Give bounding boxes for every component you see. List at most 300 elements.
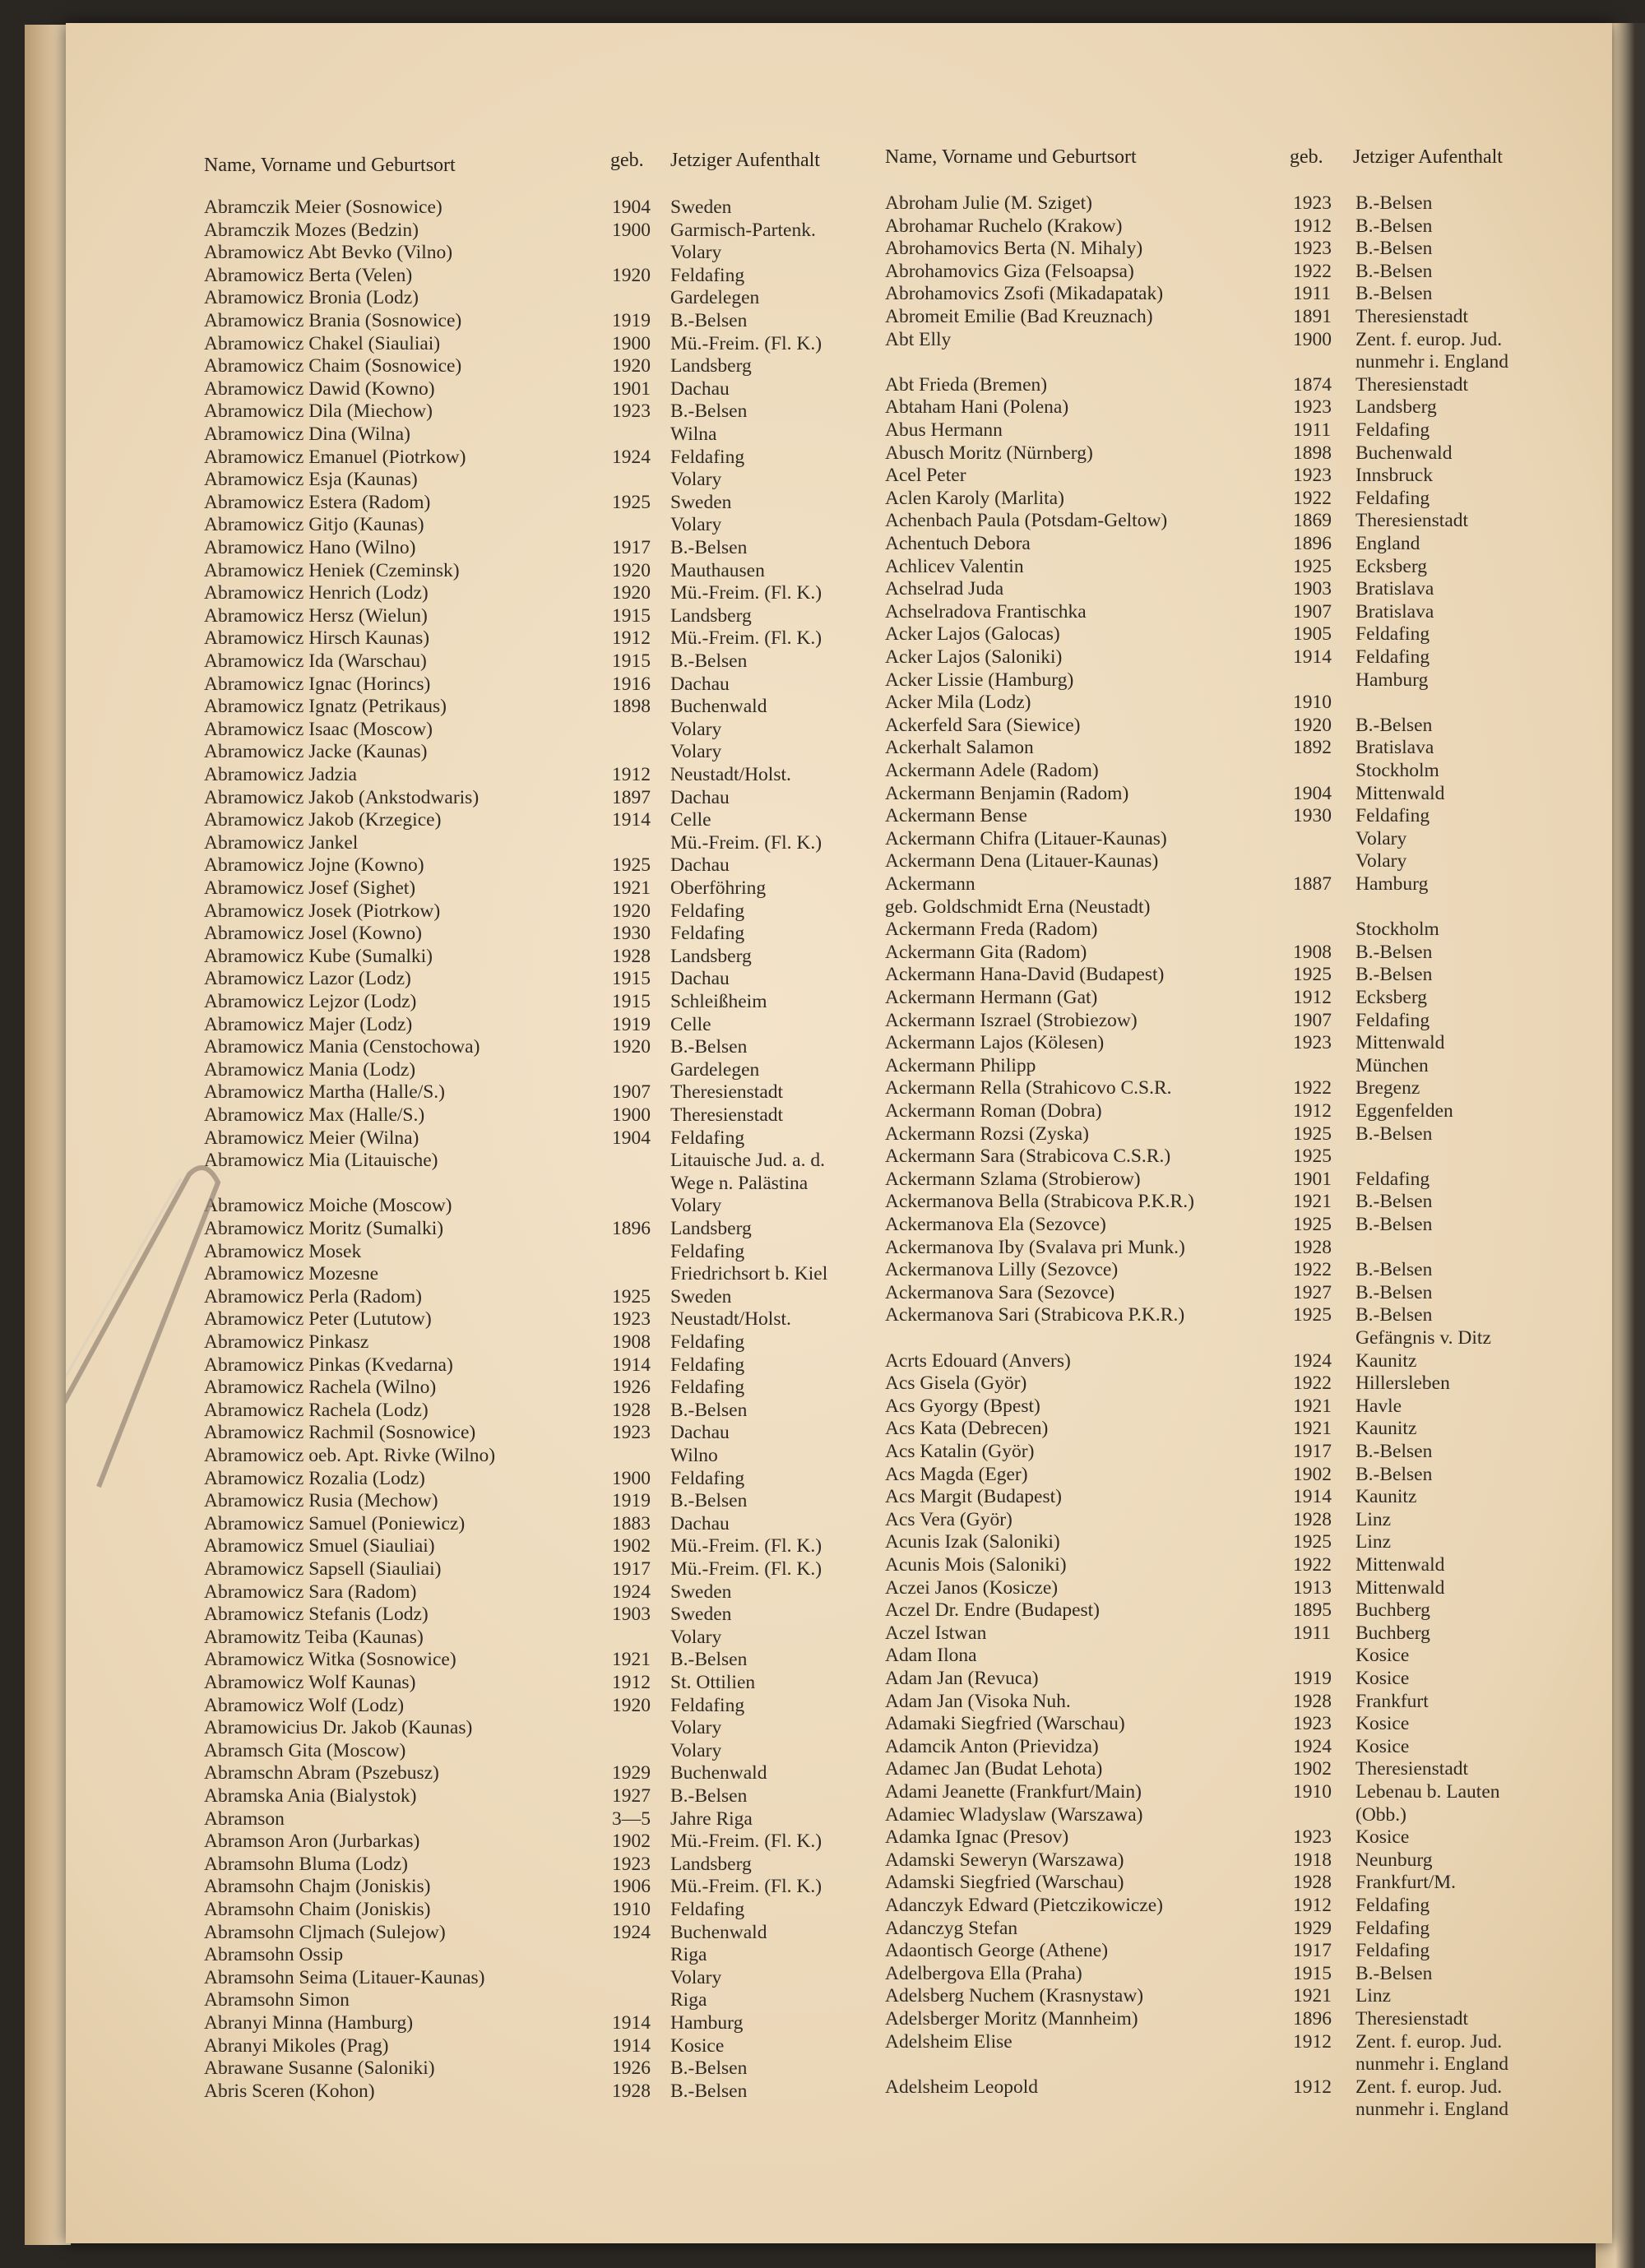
entry-year: 1923	[1293, 192, 1332, 214]
entry-year: 1911	[1293, 419, 1332, 441]
entry-year: 1921	[612, 877, 651, 899]
entry-place: Sweden	[670, 1604, 732, 1626]
entry-name: Abramowicz Dawid (Kowno)	[204, 377, 435, 400]
entry-name: Abramsohn Chajm (Joniskis)	[204, 1876, 431, 1898]
entry-name: geb. Goldschmidt Erna (Neustadt)	[885, 896, 1151, 918]
entry-name: Acker Lissie (Hamburg)	[885, 669, 1074, 691]
entry-year: 1923	[612, 1853, 651, 1875]
entry-name: Abramson Aron (Jurbarkas)	[204, 1831, 420, 1853]
entry-place: B.-Belsen	[1355, 283, 1433, 305]
entry-place: B.-Belsen	[670, 1649, 748, 1671]
entry-place: B.-Belsen	[1355, 941, 1433, 963]
entry-name: Ackermann Szlama (Strobierow)	[885, 1168, 1141, 1190]
entry-name: Ackermanova Bella (Strabicova P.K.R.)	[885, 1191, 1194, 1213]
entry-place: Ecksberg	[1355, 555, 1428, 577]
entry-year: 1904	[1293, 782, 1332, 804]
entry-place: Feldafing	[670, 1354, 745, 1376]
entry-year: 1923	[612, 1308, 651, 1331]
entry-year: 1903	[612, 1604, 651, 1626]
entry-name: Abramowicz Josel (Kowno)	[204, 923, 422, 945]
entry-place: Landsberg	[1355, 396, 1437, 419]
entry-name: Ackermanova Sara (Sezovce)	[885, 1281, 1115, 1303]
entry-year: 1914	[1293, 646, 1332, 668]
entry-place: Buchenwald	[670, 696, 767, 718]
entry-place: Feldafing	[670, 264, 745, 286]
entry-name: Abramowicz Josef (Sighet)	[204, 877, 416, 899]
entry-place: Mü.-Freim. (Fl. K.)	[670, 1558, 822, 1580]
entry-place: Feldafing	[1355, 623, 1430, 646]
entry-name: Abt Frieda (Bremen)	[885, 373, 1048, 396]
entry-place: Garmisch-Partenk.	[670, 219, 816, 241]
entry-place: Feldafing	[1355, 487, 1430, 509]
entry-name: Ackermann Hana-David (Budapest)	[885, 964, 1165, 986]
entry-place: Landsberg	[670, 1853, 752, 1875]
entry-year: 1913	[1293, 1576, 1332, 1599]
entry-name: Abramowicz oeb. Apt. Rivke (Wilno)	[204, 1445, 496, 1466]
entry-name: Abramowicz Smuel (Siauliai)	[204, 1535, 435, 1558]
entry-name: Abramowitz Teiba (Kaunas)	[204, 1626, 424, 1648]
entry-name: Acunis Mois (Saloniki)	[885, 1554, 1067, 1576]
entry-name: Acker Mila (Lodz)	[885, 692, 1031, 714]
entry-year: 1925	[612, 854, 651, 877]
entry-year: 1912	[1293, 987, 1332, 1008]
entry-place: Hamburg	[1355, 669, 1429, 691]
entry-year: 1928	[1293, 1872, 1332, 1894]
entry-name: Adamka Ignac (Presov)	[885, 1826, 1069, 1849]
entry-name: Ackermanova Iby (Svalava pri Munk.)	[885, 1236, 1185, 1258]
entry-year: 1896	[1293, 2008, 1332, 2030]
entry-year: 1924	[612, 446, 651, 468]
entry-place: Feldafing	[1355, 805, 1430, 827]
entry-year: 1911	[1293, 1622, 1332, 1644]
entry-place: B.-Belsen	[1355, 1304, 1433, 1326]
right-header-place: Jetziger Aufenthalt	[1353, 146, 1503, 168]
entry-name: Abramowicz Jakob (Ankstodwaris)	[204, 786, 480, 808]
entry-year: 1898	[612, 696, 651, 718]
entry-year: 1908	[1293, 941, 1332, 963]
entry-name: Abrohamovics Giza (Felsoapsa)	[885, 260, 1134, 282]
entry-name: Adamiec Wladyslaw (Warszawa)	[885, 1803, 1143, 1826]
entry-place: Dachau	[670, 673, 730, 695]
entry-place: Feldafing	[670, 1467, 745, 1489]
entry-name: Ackermanova Sari (Strabicova P.K.R.)	[885, 1304, 1185, 1326]
entry-place: Bregenz	[1355, 1077, 1420, 1099]
entry-place: Theresienstadt	[670, 1104, 784, 1126]
entry-name: Acker Lajos (Saloniki)	[885, 646, 1063, 668]
entry-place: Bratislava	[1355, 578, 1434, 600]
entry-year: 1902	[1293, 1463, 1332, 1485]
entry-year: 1925	[1293, 964, 1332, 986]
entry-name: Acs Magda (Eger)	[885, 1463, 1028, 1485]
entry-name: Abramowicz Moiche (Moscow)	[204, 1195, 452, 1217]
entry-place: Oberföhring	[670, 877, 767, 899]
entry-name: Abramowicz Max (Halle/S.)	[204, 1104, 425, 1126]
entry-place: Buchenwald	[670, 1762, 767, 1784]
entry-name: Abramowicz Mania (Censtochowa)	[204, 1036, 480, 1058]
entry-place: Dachau	[670, 854, 730, 877]
entry-year: 1915	[612, 991, 651, 1012]
entry-year: 1920	[612, 264, 651, 286]
entry-year: 1921	[1293, 1395, 1332, 1417]
entry-name: Abramowicz Josek (Piotrkow)	[204, 900, 441, 922]
entry-year: 1903	[1293, 578, 1332, 600]
entry-year: 1915	[612, 968, 651, 990]
entry-year: 1924	[1293, 1735, 1332, 1757]
entry-place: B.-Belsen	[1355, 1122, 1433, 1145]
entry-place: Hamburg	[670, 2012, 744, 2034]
entry-year: 1927	[612, 1785, 651, 1807]
entry-place: B.-Belsen	[1355, 1259, 1433, 1281]
entry-place: Volary	[670, 514, 722, 536]
entry-place: Buchenwald	[1355, 442, 1453, 464]
entry-name: Acs Vera (Györ)	[885, 1508, 1012, 1530]
entry-year: 1925	[1293, 555, 1332, 577]
entry-place: England	[1355, 533, 1420, 554]
entry-year: 1923	[1293, 238, 1332, 260]
entry-name: Abus Hermann	[885, 419, 1003, 441]
entry-name: Abramczik Mozes (Bedzin)	[204, 219, 419, 241]
entry-year: 1901	[612, 377, 651, 400]
entry-name: Abramsohn Ossip	[204, 1944, 344, 1966]
entry-place: Mauthausen	[670, 559, 765, 581]
entry-name: Abramowicz Sara (Radom)	[204, 1581, 417, 1603]
left-header-name: Name, Vorname und Geburtsort	[204, 155, 456, 176]
entry-name: Abramowicz Jankel	[204, 831, 359, 854]
entry-name: Abramowicz Estera (Radom)	[204, 491, 431, 513]
entry-year: 1869	[1293, 510, 1332, 532]
entry-name: Abramowicz Brania (Sosnowice)	[204, 310, 462, 331]
entry-place: B.-Belsen	[1355, 1441, 1433, 1462]
entry-year: 1919	[612, 1490, 651, 1512]
entry-name: Abramowicz Rachela (Lodz)	[204, 1399, 429, 1421]
entry-year: 1912	[1293, 2076, 1332, 2098]
entry-place: Kaunitz	[1355, 1486, 1417, 1508]
entry-place: Mittenwald	[1355, 782, 1445, 804]
entry-name: Adamski Seweryn (Warszawa)	[885, 1849, 1124, 1871]
entry-year: 1921	[1293, 1418, 1332, 1440]
entry-year: 1925	[1293, 1146, 1332, 1168]
entry-year: 1911	[1293, 283, 1332, 305]
entry-name: Achlicev Valentin	[885, 555, 1024, 577]
page-edge-left	[25, 25, 71, 2245]
entry-place: Sweden	[670, 1581, 732, 1603]
entry-name: Abramowicz Kube (Sumalki)	[204, 945, 433, 967]
entry-name: Abramowicz Mosek	[204, 1240, 362, 1262]
entry-name: Ackermann Chifra (Litauer-Kaunas)	[885, 827, 1167, 849]
entry-place: B.-Belsen	[1355, 260, 1433, 282]
entry-place: B.-Belsen	[670, 1036, 748, 1058]
entry-place: Volary	[1355, 850, 1407, 872]
entry-name: Ackermann Roman (Dobra)	[885, 1100, 1102, 1122]
entry-name: Adelsberg Nuchem (Krasnystaw)	[885, 1985, 1144, 2007]
entry-name: Abramowicz Perla (Radom)	[204, 1285, 422, 1308]
entry-place: Kosice	[1355, 1735, 1410, 1757]
entry-year: 1920	[612, 582, 651, 604]
entry-place: Feldafing	[1355, 1940, 1430, 1962]
entry-place: Theresienstadt	[670, 1081, 784, 1104]
entry-name: Abramowicz Pinkasz	[204, 1331, 369, 1353]
entry-place: B.-Belsen	[1355, 1281, 1433, 1303]
entry-year: 1915	[612, 604, 651, 627]
entry-name: Abramowicz Moritz (Sumalki)	[204, 1218, 444, 1239]
entry-place: Theresienstadt	[1355, 510, 1469, 532]
entry-place: B.-Belsen	[670, 400, 748, 423]
entry-name: Acs Kata (Debrecen)	[885, 1418, 1049, 1440]
entry-place: Buchberg	[1355, 1599, 1430, 1622]
entry-name: Abramsch Gita (Moscow)	[204, 1739, 406, 1761]
entry-place: Feldafing	[1355, 646, 1430, 668]
entry-name: Abramowicz Stefanis (Lodz)	[204, 1604, 429, 1626]
entry-year: 1928	[1293, 1690, 1332, 1712]
entry-year: 1925	[1293, 1214, 1332, 1235]
entry-name: Abramowicz Dina (Wilna)	[204, 424, 410, 445]
entry-year: 1928	[612, 2080, 651, 2102]
entry-year: 1926	[612, 2057, 651, 2080]
entry-place: B.-Belsen	[1355, 1962, 1433, 1984]
entry-place: B.-Belsen	[670, 2057, 748, 2080]
entry-year: 1914	[612, 2034, 651, 2057]
entry-year: 1912	[1293, 1100, 1332, 1122]
entry-place: B.-Belsen	[670, 650, 748, 672]
entry-place: Feldafing	[1355, 1917, 1430, 1939]
entry-name: Abramowicz Meier (Wilna)	[204, 1127, 419, 1149]
entry-name: Adam Jan (Visoka Nuh.	[885, 1690, 1071, 1712]
entry-place: Mü.-Freim. (Fl. K.)	[670, 831, 822, 854]
entry-place: Zent. f. europ. Jud.	[1355, 2076, 1503, 2098]
entry-place: Feldafing	[670, 1240, 745, 1262]
entry-year: 1902	[612, 1831, 651, 1853]
entry-place: Mü.-Freim. (Fl. K.)	[670, 1876, 822, 1898]
entry-place: Stockholm	[1355, 919, 1439, 941]
entry-place: Zent. f. europ. Jud.	[1355, 2030, 1503, 2053]
entry-place: Schleißheim	[670, 991, 767, 1012]
entry-place: Volary	[670, 741, 722, 763]
entry-year: 1904	[612, 197, 651, 218]
entry-place: Theresienstadt	[1355, 373, 1469, 396]
entry-name: Abramowicz Wolf (Lodz)	[204, 1694, 405, 1716]
entry-year: 1924	[612, 1921, 651, 1943]
entry-year: 1900	[612, 219, 651, 241]
entry-place: B.-Belsen	[670, 310, 748, 331]
entry-year: 1927	[1293, 1281, 1332, 1303]
entry-name: Adelsheim Leopold	[885, 2076, 1039, 2098]
entry-place: Neustadt/Holst.	[670, 1308, 791, 1331]
entry-name: Abramowicz Hirsch Kaunas)	[204, 627, 430, 650]
entry-place: Feldafing	[1355, 1168, 1430, 1190]
entry-name: Ackermann Rella (Strahicovo C.S.R.	[885, 1077, 1172, 1099]
entry-place: Kosice	[1355, 1826, 1410, 1849]
entry-place: Celle	[670, 1013, 711, 1035]
entry-year: 1919	[612, 310, 651, 331]
entry-place: Volary	[670, 1966, 722, 1988]
entry-year: 1930	[1293, 805, 1332, 827]
entry-place: Volary	[670, 242, 722, 264]
entry-name: Ackermann Gita (Radom)	[885, 941, 1087, 963]
left-header-year: geb.	[610, 150, 644, 171]
entry-place: Bratislava	[1355, 737, 1434, 759]
entry-name: Abramowicz Heniek (Czeminsk)	[204, 559, 460, 581]
entry-name: Abramowicz Lejzor (Lodz)	[204, 991, 417, 1012]
entry-name: Abramson	[204, 1807, 285, 1830]
entry-name: Ackermann	[885, 873, 975, 895]
entry-place: Feldafing	[670, 923, 745, 945]
entry-year: 1898	[1293, 442, 1332, 464]
entry-name: Abramowicz Ignatz (Petrikaus)	[204, 696, 447, 718]
entry-year: 1923	[1293, 465, 1332, 487]
entry-name: Abrohamar Ruchelo (Krakow)	[885, 215, 1123, 237]
entry-place: Landsberg	[670, 945, 752, 967]
right-header-name: Name, Vorname und Geburtsort	[885, 146, 1137, 168]
entry-place: Dachau	[670, 377, 730, 400]
entry-place: B.-Belsen	[670, 1785, 748, 1807]
entry-place: Mü.-Freim. (Fl. K.)	[670, 1831, 822, 1853]
entry-year: 1924	[1293, 1349, 1332, 1372]
entry-place: Bratislava	[1355, 600, 1434, 623]
entry-place: Sweden	[670, 197, 732, 218]
entry-place: Riga	[670, 1944, 707, 1966]
entry-name: Ackermann Sara (Strabicova C.S.R.)	[885, 1146, 1171, 1168]
entry-name: Ackermann Lajos (Kölesen)	[885, 1032, 1105, 1054]
entry-year: 1900	[1293, 328, 1332, 350]
entry-year: 1925	[612, 491, 651, 513]
entry-place: Mü.-Freim. (Fl. K.)	[670, 582, 822, 604]
entry-place: Frankfurt/M.	[1355, 1872, 1457, 1894]
entry-name: Ackermann Bense	[885, 805, 1027, 827]
entry-year: 1912	[612, 627, 651, 650]
entry-place: Sweden	[670, 491, 732, 513]
entry-name: Adelbergova Ella (Praha)	[885, 1962, 1082, 1984]
entry-place: Ecksberg	[1355, 987, 1428, 1008]
entry-year: 1923	[1293, 396, 1332, 419]
entry-year: 1920	[612, 355, 651, 377]
entry-name: Acker Lajos (Galocas)	[885, 623, 1060, 646]
entry-place: Kosice	[1355, 1713, 1410, 1735]
entry-name: Abramowicz Hano (Wilno)	[204, 537, 416, 558]
entry-year: 1914	[1293, 1486, 1332, 1508]
entry-place: Riga	[670, 1989, 707, 2011]
entry-place: Theresienstadt	[1355, 1758, 1469, 1780]
entry-year: 1918	[1293, 1849, 1332, 1871]
entry-name: Abramowicz Majer (Lodz)	[204, 1013, 413, 1035]
entry-year: 1924	[612, 1581, 651, 1603]
entry-year: 1917	[612, 537, 651, 558]
entry-year: 1883	[612, 1512, 651, 1534]
entry-place: Sweden	[670, 1285, 732, 1308]
entry-name: Abramowicz Isaac (Moscow)	[204, 718, 433, 740]
entry-name: Adanczyg Stefan	[885, 1917, 1018, 1939]
entry-place: Feldafing	[1355, 1895, 1430, 1916]
entry-name: Abramsohn Simon	[204, 1989, 350, 2011]
entry-name: Abramowicz Pinkas (Kvedarna)	[204, 1354, 453, 1376]
entry-name: Abramowicz Chaim (Sosnowice)	[204, 355, 462, 377]
entry-name: Acunis Izak (Saloniki)	[885, 1531, 1060, 1553]
entry-year: 1922	[1293, 1077, 1332, 1099]
entry-place: Linz	[1355, 1508, 1392, 1530]
entry-year: 1912	[1293, 2030, 1332, 2053]
entry-name: Abramowicz Mania (Lodz)	[204, 1058, 416, 1081]
entry-year: 1902	[1293, 1758, 1332, 1780]
entry-year: 1925	[1293, 1531, 1332, 1553]
entry-year: 1920	[612, 900, 651, 922]
entry-name: Ackermanova Ela (Sezovce)	[885, 1214, 1106, 1235]
entry-name: Abramowicz Witka (Sosnowice)	[204, 1649, 456, 1671]
entry-place: B.-Belsen	[1355, 714, 1433, 736]
entry-year: 1891	[1293, 306, 1332, 327]
entry-year: 1919	[1293, 1668, 1332, 1689]
entry-place: Volary	[670, 1626, 722, 1648]
entry-place: Feldafing	[670, 1127, 745, 1149]
entry-place: nunmehr i. England	[1355, 2053, 1509, 2076]
entry-place: B.-Belsen	[1355, 1214, 1433, 1235]
entry-year: 1929	[1293, 1917, 1332, 1939]
entry-place: (Obb.)	[1355, 1803, 1406, 1826]
entry-name: Abramowicz Hersz (Wielun)	[204, 604, 428, 627]
entry-name: Acs Katalin (Györ)	[885, 1441, 1035, 1462]
entry-year: 1896	[612, 1218, 651, 1239]
entry-name: Adamaki Siegfried (Warschau)	[885, 1713, 1125, 1735]
entry-year: 1922	[1293, 1372, 1332, 1395]
entry-place: Jahre Riga	[670, 1807, 753, 1830]
entry-year: 1930	[612, 923, 651, 945]
entry-name: Abramowicz Jadzia	[204, 764, 357, 785]
entry-place: B.-Belsen	[1355, 964, 1433, 986]
entry-name: Ackermann Philipp	[885, 1054, 1036, 1076]
entry-year: 1926	[612, 1377, 651, 1399]
entry-name: Abramsohn Cljmach (Sulejow)	[204, 1921, 446, 1943]
entry-name: Abramowicz Emanuel (Piotrkow)	[204, 446, 466, 468]
entry-name: Abramowicz Ida (Warschau)	[204, 650, 427, 672]
entry-place: Feldafing	[670, 900, 745, 922]
entry-name: Abramowicz Lazor (Lodz)	[204, 968, 411, 990]
entry-name: Aczel Istwan	[885, 1622, 987, 1644]
entry-name: Abramowicz Rozalia (Lodz)	[204, 1467, 425, 1489]
entry-place: Celle	[670, 809, 711, 831]
entry-place: Neunburg	[1355, 1849, 1433, 1871]
entry-place: Litauische Jud. a. d.	[670, 1150, 825, 1172]
entry-name: Abramowicz Chakel (Siauliai)	[204, 332, 441, 354]
entry-year: 1900	[612, 1467, 651, 1489]
entry-name: Achentuch Debora	[885, 533, 1031, 554]
left-header-place: Jetziger Aufenthalt	[670, 150, 820, 171]
entry-place: Mittenwald	[1355, 1032, 1445, 1054]
entry-place: Volary	[670, 469, 722, 491]
entry-place: Feldafing	[670, 1331, 745, 1353]
entry-name: Abranyi Mikoles (Prag)	[204, 2034, 389, 2057]
entry-year: 1895	[1293, 1599, 1332, 1622]
entry-name: Abrohamovics Berta (N. Mihaly)	[885, 238, 1143, 260]
entry-year: 1917	[1293, 1441, 1332, 1462]
entry-year: 1923	[1293, 1826, 1332, 1849]
entry-name: Adamski Siegfried (Warschau)	[885, 1872, 1124, 1894]
entry-name: Achenbach Paula (Potsdam-Geltow)	[885, 510, 1168, 532]
entry-year: 1923	[612, 1422, 651, 1444]
entry-name: Abramowicz Mozesne	[204, 1263, 379, 1285]
entry-name: Abramowicz Gitjo (Kaunas)	[204, 514, 424, 536]
entry-name: Abramowicius Dr. Jakob (Kaunas)	[204, 1717, 473, 1739]
entry-name: Abramczik Meier (Sosnowice)	[204, 197, 443, 218]
entry-place: Mittenwald	[1355, 1554, 1445, 1576]
entry-place: Gardelegen	[670, 1058, 760, 1081]
entry-place: Feldafing	[670, 446, 745, 468]
entry-place: Feldafing	[670, 1694, 745, 1716]
entry-name: Adaontisch George (Athene)	[885, 1940, 1109, 1962]
entry-place: Mü.-Freim. (Fl. K.)	[670, 1535, 822, 1558]
entry-year: 1923	[612, 400, 651, 423]
entry-year: 1915	[1293, 1962, 1332, 1984]
entry-year: 1921	[1293, 1191, 1332, 1213]
entry-place: Dachau	[670, 1422, 730, 1444]
entry-year: 1907	[1293, 600, 1332, 623]
